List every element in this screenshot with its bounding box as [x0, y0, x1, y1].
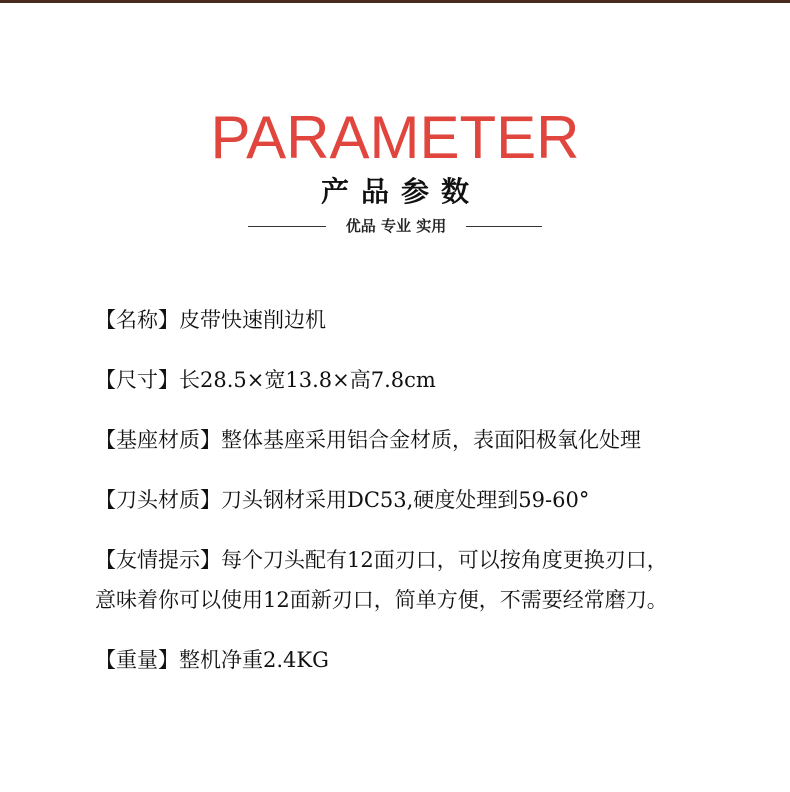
param-label: 【基座材质】	[95, 428, 221, 452]
param-tip-line-2: 意味着你可以使用12面新刃口，简单方便，不需要经常磨刀。	[95, 588, 668, 612]
param-size	[95, 360, 755, 400]
param-label: 【重量】	[95, 648, 179, 672]
subtitle-divider-left	[248, 226, 326, 227]
subtitle-divider-right	[466, 226, 542, 227]
param-value: 刀头钢材采用DC53,硬度处理到59-60°	[221, 488, 590, 512]
param-blade-material	[95, 480, 755, 520]
top-border	[0, 0, 790, 3]
param-value: 整机净重2.4KG	[179, 648, 329, 672]
param-tip	[95, 540, 755, 620]
param-value: 每个刀头配有12面刃口，可以按角度更换刃口，	[221, 548, 668, 572]
subtitle: 优品 专业 实用	[345, 217, 447, 235]
param-value: 整体基座采用铝合金材质，表面阳极氧化处理	[221, 428, 641, 452]
page-title-chinese: 产品参数	[320, 175, 481, 208]
param-label: 【刀头材质】	[95, 488, 221, 512]
page-title-english: PARAMETER	[210, 104, 580, 171]
param-label: 【名称】	[95, 308, 179, 332]
param-value: 皮带快速削边机	[179, 308, 326, 332]
param-label: 【友情提示】	[95, 548, 221, 572]
subtitle-row	[0, 212, 790, 240]
param-label: 【尺寸】	[95, 368, 179, 392]
param-base-material	[95, 420, 755, 460]
param-value: 长28.5×宽13.8×高7.8cm	[179, 368, 436, 392]
param-weight	[95, 640, 755, 680]
param-tip-line-1	[95, 540, 755, 580]
param-name	[95, 300, 755, 340]
